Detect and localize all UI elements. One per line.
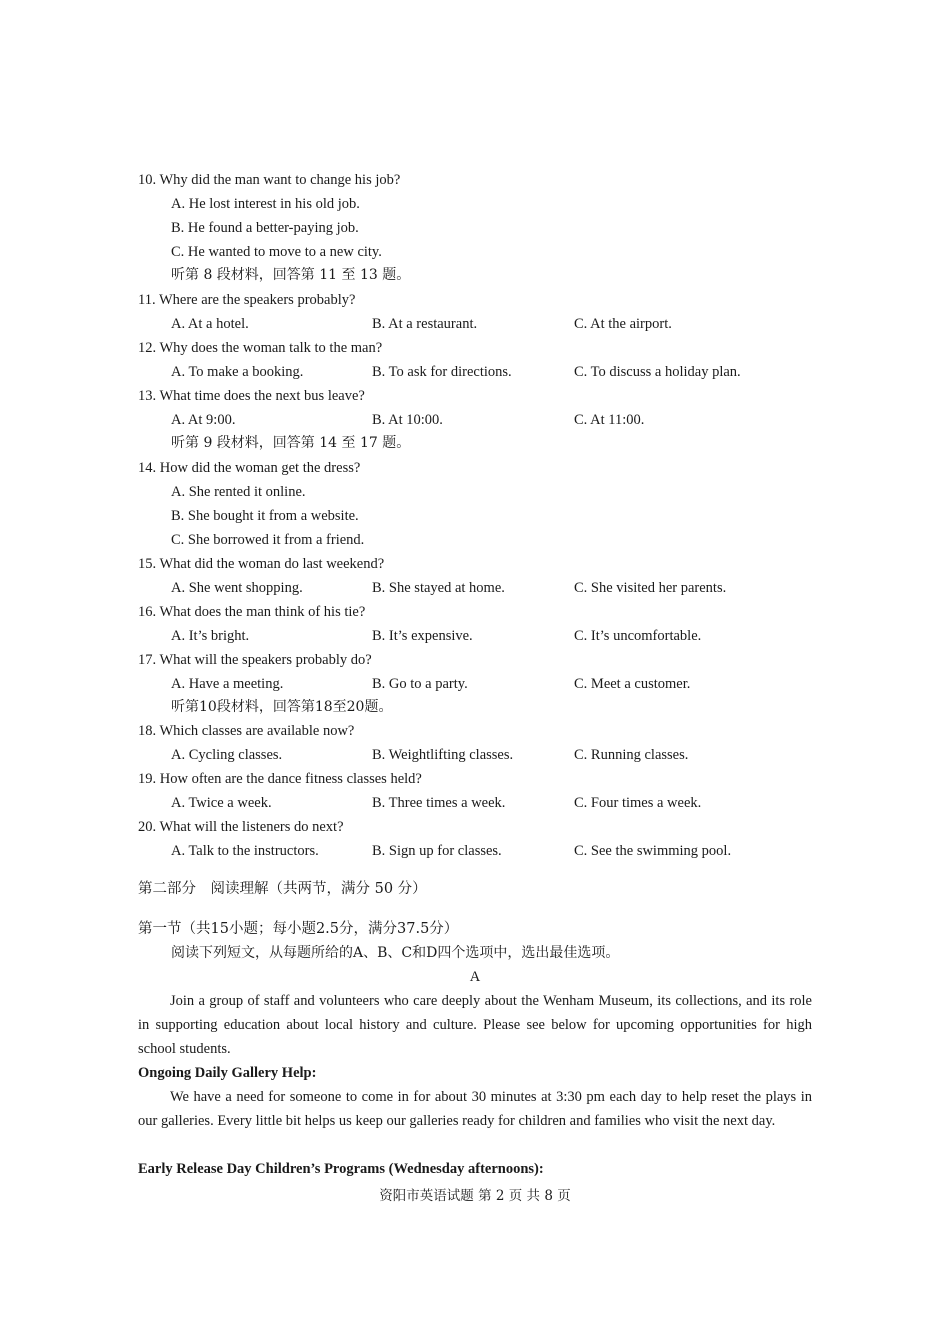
option-10b: B. He found a better-paying job. xyxy=(171,220,359,236)
option-18a: A. Cycling classes. xyxy=(171,747,283,763)
option-11a: A. At a hotel. xyxy=(171,316,249,332)
question-10: 10. Why did the man want to change his job? xyxy=(138,172,401,188)
question-17: 17. What will the speakers probably do? xyxy=(138,652,372,668)
question-11: 11. Where are the speakers probably? xyxy=(138,292,356,308)
page-footer: 资阳市英语试题 第 2 页 共 8 页 xyxy=(379,1188,571,1204)
option-16c: C. It’s uncomfortable. xyxy=(574,628,702,644)
question-20: 20. What will the listeners do next? xyxy=(138,819,344,835)
option-20a: A. Talk to the instructors. xyxy=(171,843,319,859)
heading-early-release-programs: Early Release Day Children’s Programs (Wednesday afternoons): xyxy=(138,1161,544,1177)
option-14b: B. She bought it from a website. xyxy=(171,508,359,524)
option-17a: A. Have a meeting. xyxy=(171,676,284,692)
reading-directions: 阅读下列短文，从每题所给的A、B、C和D四个选项中，选出最佳选项。 xyxy=(171,945,620,961)
question-19: 19. How often are the dance fitness classes held? xyxy=(138,771,422,787)
passage-label: A xyxy=(469,969,481,985)
option-18b: B. Weightlifting classes. xyxy=(372,747,514,763)
passage-para1: We have a need for someone to come in for about 30 minutes at 3:30 pm each day to help reset the plays in our galleries. Every little bit helps us keep our galleries ready for children and families who visit the next day. xyxy=(138,1089,812,1129)
option-15b: B. She stayed at home. xyxy=(372,580,505,596)
option-13c: C. At 11:00. xyxy=(574,412,645,428)
option-11b: B. At a restaurant. xyxy=(372,316,478,332)
question-15: 15. What did the woman do last weekend? xyxy=(138,556,385,572)
question-12: 12. Why does the woman talk to the man? xyxy=(138,340,383,356)
option-13b: B. At 10:00. xyxy=(372,412,443,428)
option-19c: C. Four times a week. xyxy=(574,795,702,811)
option-15c: C. She visited her parents. xyxy=(574,580,727,596)
heading-daily-gallery-help: Ongoing Daily Gallery Help: xyxy=(138,1065,317,1081)
option-11c: C. At the airport. xyxy=(574,316,672,332)
option-10c: C. He wanted to move to a new city. xyxy=(171,244,382,260)
option-14a: A. She rented it online. xyxy=(171,484,306,500)
instruction-seg8: 听第 8 段材料，回答第 11 至 13 题。 xyxy=(171,267,411,283)
option-19a: A. Twice a week. xyxy=(171,795,272,811)
option-10a: A. He lost interest in his old job. xyxy=(171,196,360,212)
question-18: 18. Which classes are available now? xyxy=(138,723,355,739)
option-15a: A. She went shopping. xyxy=(171,580,303,596)
option-12b: B. To ask for directions. xyxy=(372,364,512,380)
option-12a: A. To make a booking. xyxy=(171,364,304,380)
option-16b: B. It’s expensive. xyxy=(372,628,473,644)
question-16: 16. What does the man think of his tie? xyxy=(138,604,366,620)
question-13: 13. What time does the next bus leave? xyxy=(138,388,365,404)
instruction-seg10: 听第10段材料，回答第18至20题。 xyxy=(171,699,393,715)
option-17b: B. Go to a party. xyxy=(372,676,468,692)
option-19b: B. Three times a week. xyxy=(372,795,506,811)
option-17c: C. Meet a customer. xyxy=(574,676,691,692)
section1-title: 第一节（共15小题；每小题2.5分，满分37.5分） xyxy=(138,921,459,937)
option-20c: C. See the swimming pool. xyxy=(574,843,732,859)
part2-title: 第二部分 阅读理解（共两节，满分 50 分） xyxy=(138,881,427,897)
option-16a: A. It’s bright. xyxy=(171,628,250,644)
option-12c: C. To discuss a holiday plan. xyxy=(574,364,741,380)
passage-intro: Join a group of staff and volunteers who care deeply about the Wenham Museum, its collections, and its role in supporting education about local history and culture. Please see below for upcoming opportunities for high school students. xyxy=(138,993,812,1057)
option-14c: C. She borrowed it from a friend. xyxy=(171,532,365,548)
question-14: 14. How did the woman get the dress? xyxy=(138,460,361,476)
instruction-seg9: 听第 9 段材料，回答第 14 至 17 题。 xyxy=(171,435,411,451)
option-18c: C. Running classes. xyxy=(574,747,689,763)
option-20b: B. Sign up for classes. xyxy=(372,843,502,859)
option-13a: A. At 9:00. xyxy=(171,412,236,428)
